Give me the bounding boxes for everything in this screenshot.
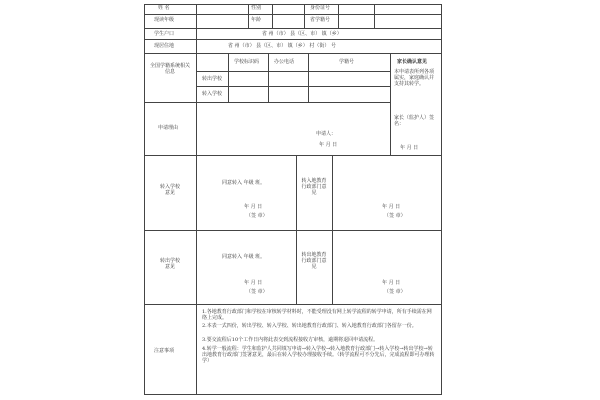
col-divider — [268, 53, 269, 102]
col-divider — [308, 53, 309, 102]
col-divider — [304, 4, 305, 28]
name-field[interactable] — [197, 5, 247, 14]
out-school-seal: （签 章） — [246, 289, 268, 295]
notes-item: 2.本表一式四份，转出学校、转入学校、转出地教育行政部门、转入地教育行政部门各留存一份。 — [202, 323, 417, 329]
gender-field[interactable] — [273, 5, 303, 14]
notes-item: 4.转学一般流程：学生和监护人共同填写申请→转入学校→转入地教育行政部门→转入学校→转出学校→转出地教育行政部门签署意见，最后在转入学校办理接收手续。（转学流程可不分先后，完成流程即可办理转学） — [202, 346, 435, 364]
reason-label: 申请理由 — [158, 125, 179, 131]
row-divider — [144, 304, 442, 305]
system-row-divider — [196, 86, 390, 87]
age-field[interactable] — [273, 15, 303, 27]
school-code-header: 学校标识码 — [234, 59, 260, 65]
gender-label: 性别 — [251, 5, 262, 11]
row-divider — [144, 28, 442, 29]
name-label: 姓 名 — [158, 5, 170, 11]
household-label: 学生户口 — [154, 31, 175, 37]
parent-signature-label[interactable]: 家长（监护人）签名： — [394, 115, 435, 127]
out-school-label: 转出学校意见 — [160, 258, 181, 270]
row-divider — [144, 230, 442, 231]
province-id-field[interactable] — [339, 15, 439, 27]
out-school-agree[interactable]: 同意转入 年级 班。 — [222, 254, 266, 260]
form-left-border — [144, 4, 145, 395]
in-bureau-label: 转入地教育行政部门意见 — [301, 178, 327, 196]
grade-field[interactable] — [197, 15, 247, 27]
out-bureau-seal: （签 章） — [384, 289, 406, 295]
notes-item: 3.要交流程后10个工作日内将此表交到流程接收方审核，逾期将退回申请流程。 — [202, 337, 379, 343]
in-school-date: 年 月 日 — [244, 204, 263, 210]
notes-item: 1.各地教育行政部门和学校在审核转学材料时，不能受理没有网上转学流程的转学申请，所有手续需在网络上完成。 — [202, 309, 432, 321]
notes-label: 注意事项 — [154, 348, 175, 354]
in-school-agree[interactable]: 同意转入 年级 班。 — [222, 180, 266, 186]
in-bureau-seal: （签 章） — [384, 213, 406, 219]
transfer-in-school-label: 转入学校 — [202, 91, 223, 97]
transfer-out-school-label: 转出学校 — [202, 76, 223, 82]
out-bureau-label: 转出地教育行政部门意见 — [301, 252, 327, 270]
opinion-divider — [332, 155, 333, 304]
residence-label: 现居住地 — [154, 43, 175, 49]
reason-field[interactable] — [197, 103, 389, 129]
student-id-header: 学籍号 — [339, 59, 355, 65]
out-bureau-date: 年 月 日 — [382, 280, 401, 286]
id-number-field[interactable] — [339, 5, 439, 14]
parent-confirm-date: 年 月 日 — [400, 145, 419, 151]
parent-confirm-text: 本申请表所列各项属实，家庭确认并支持其转学。 — [394, 69, 435, 87]
label-column-divider — [196, 4, 197, 395]
reason-date: 年 月 日 — [319, 142, 338, 148]
transfer-application-form — [144, 0, 442, 400]
row-divider — [144, 155, 442, 156]
province-id-label: 省学籍号 — [310, 17, 331, 23]
grade-label: 现读年级 — [154, 17, 175, 23]
row-divider — [144, 39, 442, 40]
system-row-divider — [196, 71, 390, 72]
form-right-border — [441, 4, 442, 395]
opinion-divider — [296, 155, 297, 304]
out-school-date: 年 月 日 — [244, 280, 263, 286]
in-bureau-date: 年 月 日 — [382, 204, 401, 210]
form-bottom-border — [144, 394, 442, 395]
col-divider — [228, 53, 229, 102]
parent-box-divider — [390, 53, 391, 155]
applicant-label[interactable]: 申请人： — [316, 131, 337, 137]
age-label: 年龄 — [251, 17, 262, 23]
in-school-label: 转入学校意见 — [160, 184, 181, 196]
id-number-label: 身份证号 — [310, 5, 331, 11]
row-divider — [144, 53, 442, 54]
household-address[interactable]: 省 州（市） 县（区、市） 镇（乡） — [262, 31, 342, 37]
in-school-seal: （签 章） — [246, 213, 268, 219]
system-info-label: 全国学籍系统相关信息 — [149, 63, 190, 75]
office-phone-header: 办公电话 — [274, 59, 295, 65]
parent-confirm-title: 家长确认意见 — [397, 59, 428, 65]
col-divider — [248, 4, 249, 28]
residence-address[interactable]: 省 州（市） 县（区、市） 镇（乡） 村（街） 号 — [228, 43, 336, 49]
